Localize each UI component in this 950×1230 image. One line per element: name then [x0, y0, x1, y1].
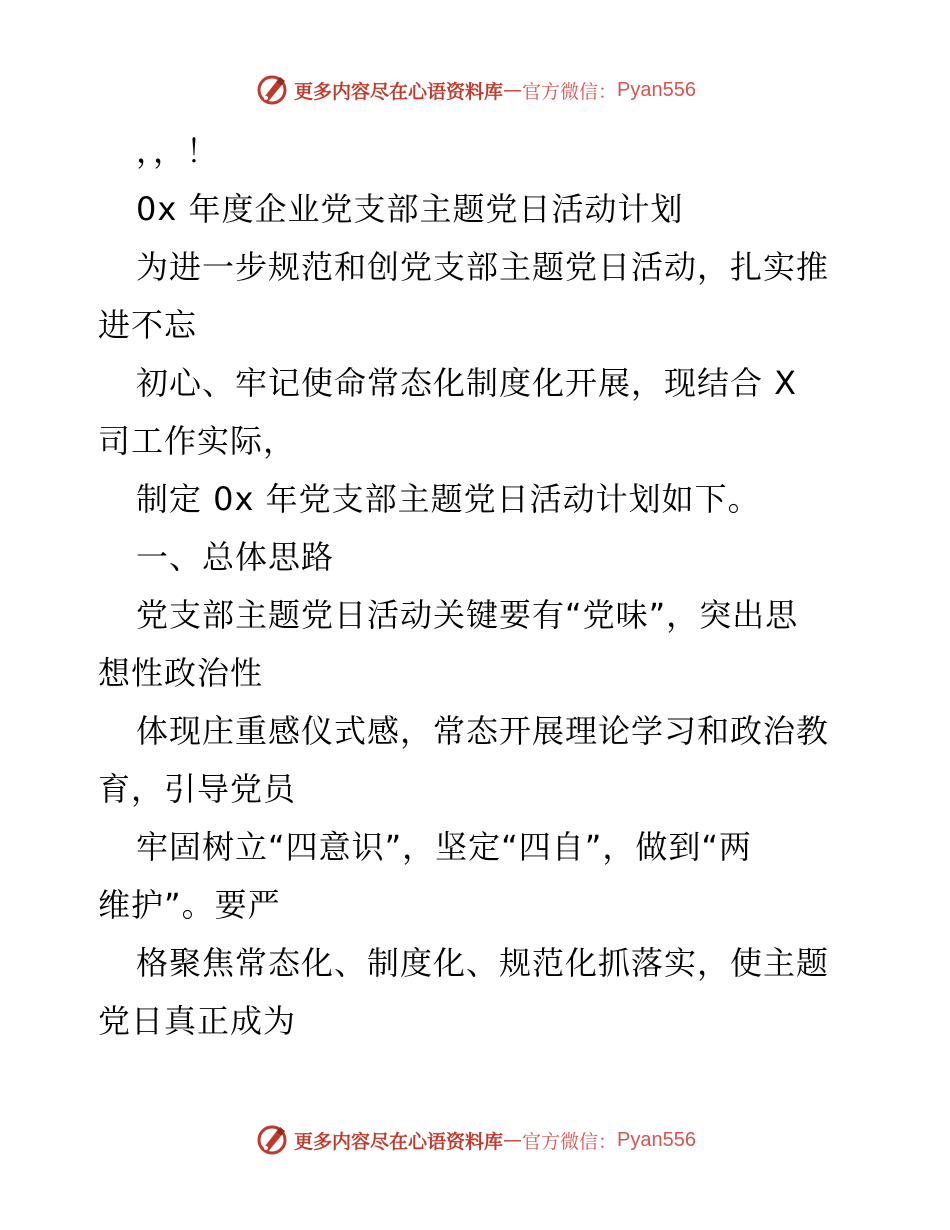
text-line: 0x 年度企业党支部主题党日活动计划	[136, 190, 684, 228]
watermark-id: Pyan556	[617, 78, 696, 101]
watermark-id: Pyan556	[617, 1128, 696, 1151]
watermark-separator: —	[503, 1129, 523, 1151]
text-line: 进不忘	[98, 306, 198, 344]
text-line: 为进一步规范和创党支部主题党日活动，扎实推	[136, 248, 830, 286]
watermark-text: 更多内容尽在心语资料库	[294, 80, 504, 103]
text-line: 牢固树立“四意识”，坚定“四自”，做到“两	[136, 828, 752, 866]
watermark-label: 官方微信：	[522, 80, 618, 103]
document-body	[98, 122, 858, 1050]
watermark-separator: —	[503, 79, 523, 101]
watermark-label: 官方微信：	[522, 1130, 618, 1153]
text-line: 司工作实际，	[98, 422, 297, 460]
text-line: 党支部主题党日活动关键要有“党味”，突出思	[136, 596, 799, 634]
text-line: 一、总体思路	[136, 538, 335, 576]
text-line: 初心、牢记使命常态化制度化开展，现结合 X	[136, 364, 798, 402]
text-line: 想性政治性	[98, 654, 264, 692]
text-line: 维护”。要严	[98, 886, 281, 924]
header-watermark	[0, 72, 950, 108]
watermark-text: 更多内容尽在心语资料库	[294, 1130, 504, 1153]
footer-watermark	[0, 1122, 950, 1158]
pen-logo-icon	[254, 1122, 290, 1158]
text-line: 格聚焦常态化、制度化、规范化抓落实，使主题	[136, 944, 830, 982]
text-line: 体现庄重感仪式感，常态开展理论学习和政治教	[136, 712, 830, 750]
text-line: 育，引导党员	[98, 770, 297, 808]
text-line: 制定 0x 年党支部主题党日活动计划如下。	[136, 480, 761, 518]
pen-logo-icon	[254, 72, 290, 108]
text-line: ，，！	[136, 132, 220, 170]
text-line: 党日真正成为	[98, 1002, 297, 1040]
